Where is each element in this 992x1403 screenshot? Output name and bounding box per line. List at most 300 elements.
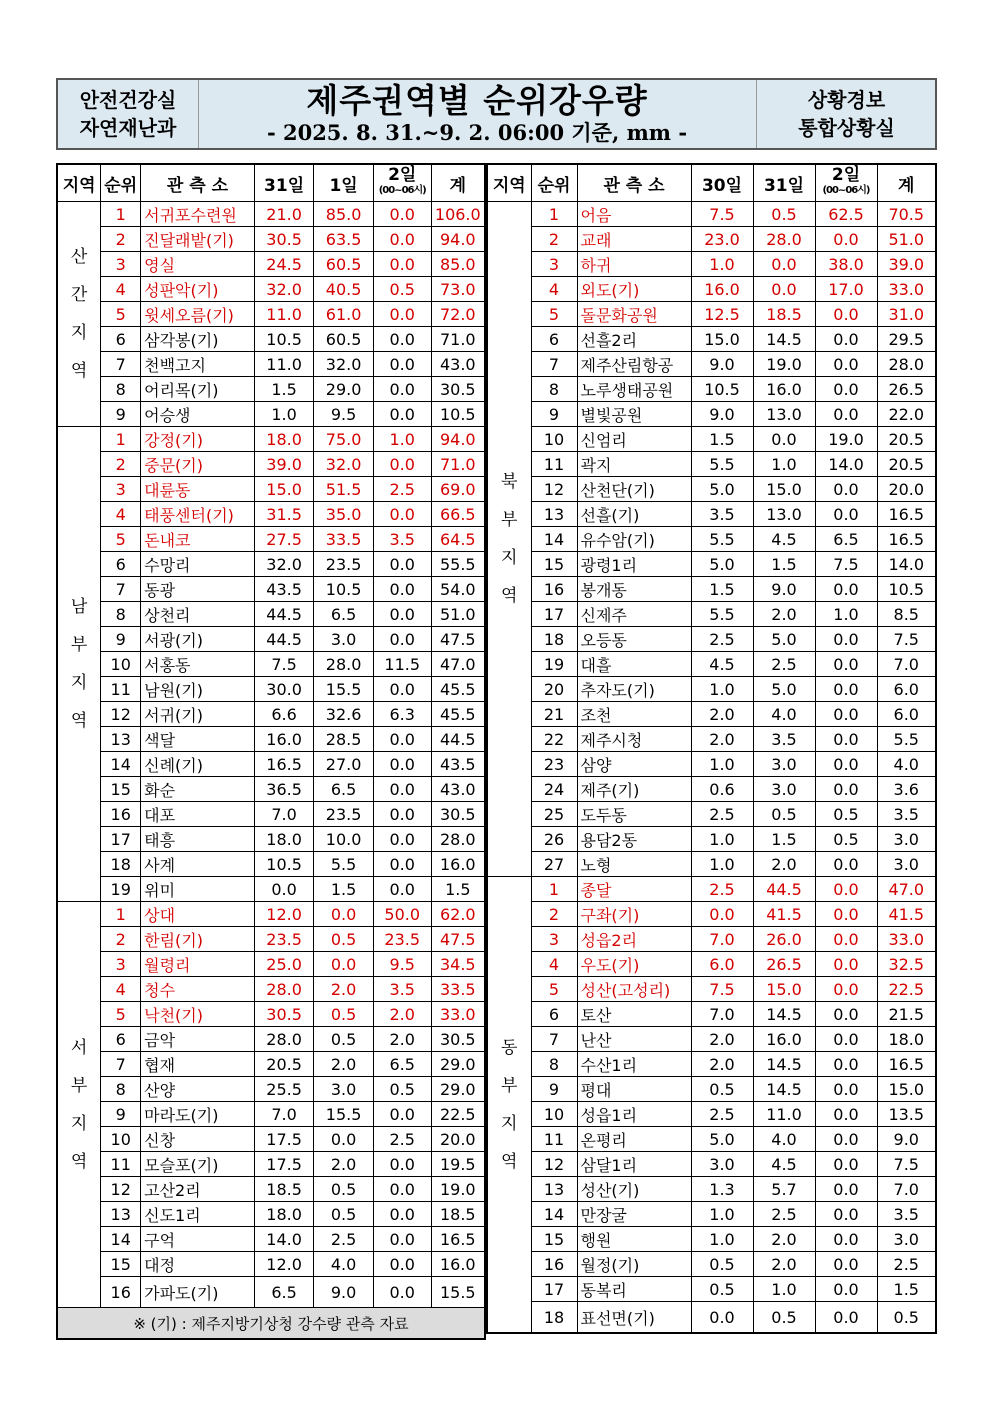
day2-value: 44.5: [753, 877, 815, 902]
table-row: [487, 852, 936, 877]
day3-value: 0.0: [815, 377, 877, 402]
region-char: 역: [70, 711, 88, 731]
table-row: [57, 502, 485, 527]
day2-value: 4.0: [753, 702, 815, 727]
day1-value: 0.0: [254, 877, 314, 902]
station-name: 돈내코: [141, 527, 255, 552]
table-row: [57, 1127, 485, 1152]
day3-value: 0.0: [815, 1102, 877, 1127]
total-value: 55.5: [431, 552, 485, 577]
total-value: 9.0: [877, 1127, 936, 1152]
rank-cell: 6: [531, 1002, 577, 1027]
total-value: 3.5: [877, 1202, 936, 1227]
department-line-2: 자연재난과: [79, 116, 177, 140]
day3-value: 0.0: [373, 452, 431, 477]
day2-value: 3.0: [314, 1077, 373, 1102]
day1-value: 4.5: [691, 652, 753, 677]
table-row: [57, 327, 485, 352]
station-name: 상대: [141, 902, 255, 927]
station-name: 남원(기): [141, 677, 255, 702]
rank-cell: 12: [531, 477, 577, 502]
table-row: [57, 1027, 485, 1052]
day1-value: 16.0: [691, 277, 753, 302]
table-row: [57, 477, 485, 502]
rank-cell: 19: [531, 652, 577, 677]
rank-cell: 7: [101, 1052, 141, 1077]
station-name: 추자도(기): [577, 677, 691, 702]
day1-value: 2.0: [691, 727, 753, 752]
station-name: 신엄리: [577, 427, 691, 452]
page-subtitle: - 2025. 8. 31.~9. 2. 06:00 기준, mm -: [266, 120, 688, 145]
total-value: 30.5: [431, 377, 485, 402]
day2-value: 15.0: [753, 977, 815, 1002]
day3-value: 0.5: [815, 827, 877, 852]
day1-value: 32.0: [254, 277, 314, 302]
table-row: [487, 327, 936, 352]
station-name: 제주(기): [577, 777, 691, 802]
table-row: [57, 552, 485, 577]
day1-value: 7.0: [254, 802, 314, 827]
total-value: 20.0: [877, 477, 936, 502]
table-row: [487, 402, 936, 427]
col-total: 계: [431, 164, 485, 202]
table-row: [487, 927, 936, 952]
total-value: 47.0: [877, 877, 936, 902]
table-row: [57, 1052, 485, 1077]
rank-cell: 3: [101, 952, 141, 977]
total-value: 39.0: [877, 252, 936, 277]
rank-cell: 9: [101, 402, 141, 427]
table-row: [57, 702, 485, 727]
total-value: 106.0: [431, 202, 485, 227]
day2-value: 61.0: [314, 302, 373, 327]
day1-value: 2.0: [691, 702, 753, 727]
rank-cell: 1: [101, 902, 141, 927]
day3-value: 0.0: [815, 1227, 877, 1252]
day2-value: 63.5: [314, 227, 373, 252]
day3-value: 0.0: [373, 302, 431, 327]
day3-value: 0.0: [815, 227, 877, 252]
day3-value: 0.0: [815, 327, 877, 352]
station-name: 조천: [577, 702, 691, 727]
day1-value: 28.0: [254, 977, 314, 1002]
total-value: 8.5: [877, 602, 936, 627]
day3-value: 0.0: [373, 252, 431, 277]
day2-value: 5.0: [753, 627, 815, 652]
table-row: [487, 1102, 936, 1127]
total-value: 43.0: [431, 777, 485, 802]
day2-value: 19.0: [753, 352, 815, 377]
table-row: [487, 652, 936, 677]
station-name: 삼양: [577, 752, 691, 777]
rank-cell: 4: [101, 977, 141, 1002]
day2-value: 0.5: [314, 1027, 373, 1052]
station-name: 외도(기): [577, 277, 691, 302]
rank-cell: 14: [101, 752, 141, 777]
day2-value: 4.5: [753, 527, 815, 552]
station-name: 성판악(기): [141, 277, 255, 302]
total-value: 62.0: [431, 902, 485, 927]
day1-value: 7.0: [254, 1102, 314, 1127]
total-value: 16.5: [431, 1227, 485, 1252]
table-row: [487, 1227, 936, 1252]
day2-value: 27.0: [314, 752, 373, 777]
day2-value: 0.0: [753, 277, 815, 302]
day1-value: 30.0: [254, 677, 314, 702]
station-name: 신창: [141, 1127, 255, 1152]
region-cell: [57, 902, 101, 1308]
day1-value: 12.5: [691, 302, 753, 327]
day3-value: 0.0: [373, 502, 431, 527]
day3-value: 0.0: [815, 1002, 877, 1027]
rank-cell: 8: [101, 377, 141, 402]
rank-cell: 2: [531, 902, 577, 927]
rank-cell: 9: [531, 402, 577, 427]
total-value: 3.0: [877, 827, 936, 852]
day3-value: 7.5: [815, 552, 877, 577]
total-value: 85.0: [431, 252, 485, 277]
total-value: 43.0: [431, 352, 485, 377]
rank-cell: 6: [101, 327, 141, 352]
station-name: 가파도(기): [141, 1277, 255, 1308]
col-total: 계: [877, 164, 936, 202]
total-value: 1.5: [431, 877, 485, 902]
total-value: 33.0: [877, 277, 936, 302]
day3-value: 0.0: [373, 327, 431, 352]
station-name: 월정(기): [577, 1252, 691, 1277]
day1-value: 25.0: [254, 952, 314, 977]
total-value: 14.0: [877, 552, 936, 577]
right-table-header: [487, 164, 936, 202]
day3-value: 0.0: [815, 652, 877, 677]
day3-value: 0.0: [815, 627, 877, 652]
day3-value: 0.5: [373, 1077, 431, 1102]
table-row: [57, 227, 485, 252]
rank-cell: 22: [531, 727, 577, 752]
station-name: 동광: [141, 577, 255, 602]
station-name: 어리목(기): [141, 377, 255, 402]
right-rainfall-table-wrap: [486, 163, 937, 1334]
region-char: 지: [70, 673, 88, 693]
station-name: 태흥: [141, 827, 255, 852]
total-value: 3.0: [877, 1227, 936, 1252]
day1-value: 28.0: [254, 1027, 314, 1052]
day3-value: 62.5: [815, 202, 877, 227]
region-char: 간: [70, 285, 88, 305]
day3-value: 0.0: [815, 402, 877, 427]
station-name: 삼각봉(기): [141, 327, 255, 352]
table-row: [57, 577, 485, 602]
day1-value: 6.6: [254, 702, 314, 727]
day2-value: 16.0: [753, 377, 815, 402]
day1-value: 9.0: [691, 402, 753, 427]
day1-value: 14.0: [254, 1227, 314, 1252]
day2-value: 14.5: [753, 327, 815, 352]
total-value: 94.0: [431, 227, 485, 252]
station-name: 산양: [141, 1077, 255, 1102]
office-line-2: 통합상황실: [798, 116, 895, 140]
day3-value: 0.0: [815, 777, 877, 802]
day2-value: 41.5: [753, 902, 815, 927]
total-value: 66.5: [431, 502, 485, 527]
region-char: 부: [70, 1075, 88, 1096]
station-name: 마라도(기): [141, 1102, 255, 1127]
station-name: 모슬포(기): [141, 1152, 255, 1177]
rank-cell: 10: [531, 427, 577, 452]
region-char: 역: [501, 586, 518, 606]
total-value: 51.0: [431, 602, 485, 627]
day3-value: 38.0: [815, 252, 877, 277]
day3-value: 0.0: [373, 627, 431, 652]
day2-value: 13.0: [753, 502, 815, 527]
region-char: 역: [70, 361, 88, 381]
rank-cell: 8: [101, 1077, 141, 1102]
col-day2: 31일: [753, 164, 815, 202]
total-value: 20.0: [431, 1127, 485, 1152]
station-name: 한림(기): [141, 927, 255, 952]
rank-cell: 10: [101, 1127, 141, 1152]
day1-value: 7.5: [691, 977, 753, 1002]
rank-cell: 11: [531, 1127, 577, 1152]
day3-value: 0.0: [373, 1152, 431, 1177]
rank-cell: 9: [531, 1077, 577, 1102]
day3-value: 11.5: [373, 652, 431, 677]
rank-cell: 13: [101, 727, 141, 752]
rank-cell: 6: [101, 1027, 141, 1052]
table-row: [57, 1102, 485, 1127]
day3-value: 3.5: [373, 527, 431, 552]
rank-cell: 18: [531, 627, 577, 652]
total-value: 7.0: [877, 1177, 936, 1202]
total-value: 6.0: [877, 702, 936, 727]
station-name: 광령1리: [577, 552, 691, 577]
table-row: [487, 452, 936, 477]
day2-value: 3.0: [753, 777, 815, 802]
day3-value: 6.3: [373, 702, 431, 727]
total-value: 54.0: [431, 577, 485, 602]
day1-value: 44.5: [254, 627, 314, 652]
rank-cell: 4: [101, 502, 141, 527]
day3-value: 0.0: [373, 202, 431, 227]
day2-value: 0.0: [314, 1127, 373, 1152]
day2-value: 14.5: [753, 1052, 815, 1077]
day2-value: 10.5: [314, 577, 373, 602]
day1-value: 12.0: [254, 902, 314, 927]
table-row: [57, 752, 485, 777]
day3-value: 0.0: [373, 402, 431, 427]
station-name: 돌문화공원: [577, 302, 691, 327]
table-row: [487, 1152, 936, 1177]
table-row: [57, 1227, 485, 1252]
station-name: 행원: [577, 1227, 691, 1252]
rank-cell: 10: [101, 652, 141, 677]
rank-cell: 24: [531, 777, 577, 802]
day1-value: 10.5: [254, 852, 314, 877]
total-value: 34.5: [431, 952, 485, 977]
day2-value: 35.0: [314, 502, 373, 527]
day3-value: 0.0: [373, 802, 431, 827]
table-row: [57, 727, 485, 752]
day1-value: 5.0: [691, 552, 753, 577]
col-station: 관 측 소: [141, 164, 255, 202]
day2-value: 2.5: [753, 1202, 815, 1227]
total-value: 16.5: [877, 1052, 936, 1077]
day1-value: 39.0: [254, 452, 314, 477]
rank-cell: 8: [531, 377, 577, 402]
day3-value: 0.0: [373, 352, 431, 377]
day2-value: 0.5: [314, 1177, 373, 1202]
day2-value: 23.5: [314, 802, 373, 827]
table-row: [487, 1002, 936, 1027]
table-row: [57, 1277, 485, 1308]
report-header: [56, 78, 937, 150]
total-value: 16.5: [877, 502, 936, 527]
day3-value: 0.0: [815, 1202, 877, 1227]
day1-value: 6.0: [691, 952, 753, 977]
total-value: 4.0: [877, 752, 936, 777]
day3-value: 0.0: [815, 727, 877, 752]
region-char: 북: [501, 472, 518, 492]
day2-value: 51.5: [314, 477, 373, 502]
total-value: 73.0: [431, 277, 485, 302]
day3-value: 0.0: [373, 752, 431, 777]
station-name: 신제주: [577, 602, 691, 627]
day3-value: 0.0: [815, 752, 877, 777]
day2-value: 23.5: [314, 552, 373, 577]
day1-value: 30.5: [254, 227, 314, 252]
table-row: [57, 602, 485, 627]
station-name: 표선면(기): [577, 1302, 691, 1334]
total-value: 10.5: [431, 402, 485, 427]
day1-value: 18.0: [254, 827, 314, 852]
station-name: 노형: [577, 852, 691, 877]
station-name: 신도1리: [141, 1202, 255, 1227]
day2-value: 60.5: [314, 252, 373, 277]
day1-value: 1.0: [691, 1202, 753, 1227]
col-rank: 순위: [531, 164, 577, 202]
table-row: [487, 577, 936, 602]
table-row: [57, 1002, 485, 1027]
day2-value: 1.0: [753, 1277, 815, 1302]
rank-cell: 16: [531, 577, 577, 602]
station-name: 대흘: [577, 652, 691, 677]
rank-cell: 1: [531, 877, 577, 902]
station-name: 진달래밭(기): [141, 227, 255, 252]
day3-value: 0.0: [373, 1227, 431, 1252]
day2-value: 32.6: [314, 702, 373, 727]
station-name: 동복리: [577, 1277, 691, 1302]
day2-value: 1.5: [753, 827, 815, 852]
day3-value: 0.0: [815, 677, 877, 702]
table-row: [487, 302, 936, 327]
day3-value: 0.0: [815, 1027, 877, 1052]
day3-value: 0.0: [373, 1252, 431, 1277]
day2-value: 2.0: [753, 852, 815, 877]
table-row: [57, 1077, 485, 1102]
day1-value: 17.5: [254, 1152, 314, 1177]
rank-cell: 5: [531, 977, 577, 1002]
station-name: 온평리: [577, 1127, 691, 1152]
page-title: 제주권역별 순위강우량: [306, 81, 648, 120]
region-char: 부: [501, 1075, 518, 1096]
table-row: [57, 252, 485, 277]
table-row: [487, 977, 936, 1002]
total-value: 26.5: [877, 377, 936, 402]
rank-cell: 18: [101, 852, 141, 877]
day2-value: 9.0: [753, 577, 815, 602]
day1-value: 1.5: [691, 427, 753, 452]
day3-value: 0.0: [815, 1152, 877, 1177]
right-rainfall-table: [486, 163, 937, 1334]
table-row: [57, 202, 485, 227]
day2-value: 15.5: [314, 1102, 373, 1127]
station-name: 제주산림항공: [577, 352, 691, 377]
day3-value: 0.5: [373, 277, 431, 302]
rank-cell: 25: [531, 802, 577, 827]
rank-cell: 1: [531, 202, 577, 227]
day1-value: 6.5: [254, 1277, 314, 1308]
table-row: [57, 927, 485, 952]
station-name: 서광(기): [141, 627, 255, 652]
station-name: 상천리: [141, 602, 255, 627]
region-char: 부: [70, 635, 88, 655]
table-row: [487, 802, 936, 827]
station-name: 토산: [577, 1002, 691, 1027]
table-row: [487, 1077, 936, 1102]
total-value: 29.0: [431, 1077, 485, 1102]
rank-cell: 15: [101, 1252, 141, 1277]
total-value: 44.5: [431, 727, 485, 752]
day3-value: 0.0: [815, 852, 877, 877]
day3-value: 0.0: [815, 502, 877, 527]
total-value: 64.5: [431, 527, 485, 552]
total-value: 51.0: [877, 227, 936, 252]
region-char: 역: [501, 1151, 518, 1172]
region-char: 지: [501, 1113, 518, 1134]
rank-cell: 16: [531, 1252, 577, 1277]
station-name: 중문(기): [141, 452, 255, 477]
day1-value: 9.0: [691, 352, 753, 377]
station-name: 서귀포수련원: [141, 202, 255, 227]
day3-value: 0.0: [373, 227, 431, 252]
day2-value: 13.0: [753, 402, 815, 427]
station-name: 청수: [141, 977, 255, 1002]
station-name: 고산2리: [141, 1177, 255, 1202]
day1-value: 16.5: [254, 752, 314, 777]
table-row: [487, 1252, 936, 1277]
day3-value: 0.0: [373, 552, 431, 577]
day2-value: 0.0: [314, 952, 373, 977]
day1-value: 1.0: [691, 752, 753, 777]
day3-value: 0.0: [815, 352, 877, 377]
day3-value: 0.0: [373, 677, 431, 702]
day1-value: 0.5: [691, 1252, 753, 1277]
rank-cell: 1: [101, 427, 141, 452]
rank-cell: 11: [531, 452, 577, 477]
day3-value: 3.5: [373, 977, 431, 1002]
rank-cell: 10: [531, 1102, 577, 1127]
station-name: 낙천(기): [141, 1002, 255, 1027]
day2-value: 14.5: [753, 1077, 815, 1102]
station-name: 산천단(기): [577, 477, 691, 502]
total-value: 20.5: [877, 452, 936, 477]
day2-value: 2.0: [753, 1252, 815, 1277]
total-value: 3.0: [877, 852, 936, 877]
total-value: 20.5: [877, 427, 936, 452]
day1-value: 1.5: [691, 577, 753, 602]
day2-value: 75.0: [314, 427, 373, 452]
station-name: 대포: [141, 802, 255, 827]
